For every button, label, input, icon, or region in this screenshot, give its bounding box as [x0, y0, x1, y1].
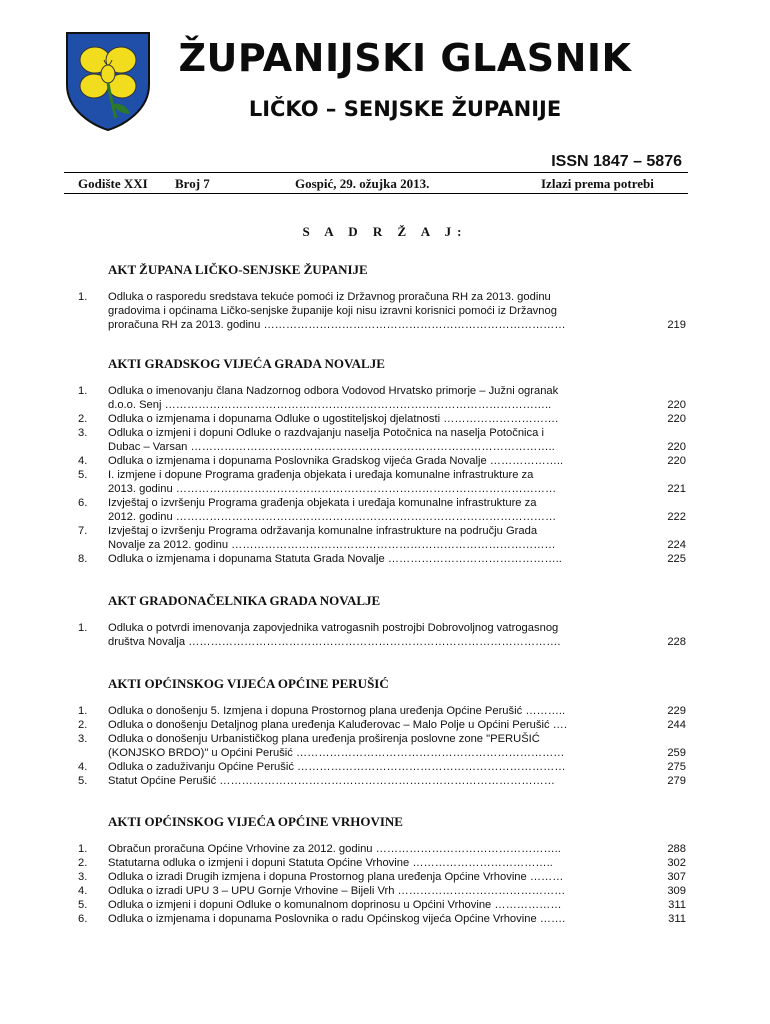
entry-number: 8. [78, 553, 88, 565]
entry-title [108, 468, 643, 496]
entry-page-number: 222 [667, 511, 686, 523]
entry-title [108, 870, 643, 884]
entry-number: 2. [78, 857, 88, 869]
entry-number: 5. [78, 775, 88, 787]
entry-title-line: Odluka o izmjenama i dopunama Poslovnika Gradskog vijeća Grada Novalje ……………….. [108, 455, 564, 467]
entry-number: 3. [78, 427, 88, 439]
entry-page-number: 302 [667, 857, 686, 869]
entry-page-number: 244 [667, 719, 686, 731]
toc-entry [78, 704, 690, 718]
toc-entry [78, 454, 690, 468]
entry-title-line: Izvještaj o izvršenju Programa održavanja komunalne infrastrukture na području Grada [108, 525, 538, 537]
entry-title [108, 412, 643, 426]
entry-page-number: 229 [667, 705, 686, 717]
toc-entry [78, 842, 690, 856]
entry-title-line: Statut Općine Perušić ……………………………………………………………………………… [108, 775, 555, 787]
toc-entry [78, 384, 690, 412]
entry-title-line: I. izmjene i dopune Programa građenja objekata i uređaja komunalne infrastrukture za [108, 469, 534, 481]
toc-entry [78, 760, 690, 774]
entry-title-line: Odluka o imenovanju člana Nadzornog odbora Vodovod Hrvatsko primorje – Južni ogranak [108, 385, 559, 397]
entry-title [108, 704, 643, 718]
entry-number: 1. [78, 705, 88, 717]
entry-number: 6. [78, 913, 88, 925]
entry-page-number: 221 [667, 483, 686, 495]
section-heading: AKTI GRADSKOG VIJEĆA GRADA NOVALJE [108, 356, 385, 371]
entry-page-number: 288 [667, 843, 686, 855]
entry-title-line: Obračun proračuna Općine Vrhovine za 2012. godinu ………………………………………….. [108, 843, 561, 855]
entry-title [108, 898, 643, 912]
entry-title-line: Odluka o donošenju Urbanističkog plana uređenja proširenja poslovne zone "PERUŠIĆ [108, 733, 540, 745]
header-rule-bottom [64, 193, 688, 194]
entry-title [108, 856, 643, 870]
entry-title-line: Odluka o potvrdi imenovanja zapovjednika vatrogasnih postrojbi Dobrovoljnog vatrogasnog [108, 622, 559, 634]
entry-title [108, 621, 643, 649]
entry-title [108, 496, 643, 524]
entry-number: 1. [78, 843, 88, 855]
entry-title-line: 2012. godinu ………………………………………………………………………………………… [108, 511, 557, 523]
entry-number: 4. [78, 761, 88, 773]
section-heading: AKTI OPĆINSKOG VIJEĆA OPĆINE PERUŠIĆ [108, 676, 389, 691]
entry-number: 5. [78, 469, 88, 481]
toc-entry [78, 621, 690, 649]
entry-title [108, 912, 643, 926]
section-heading: AKT GRADONAČELNIKA GRADA NOVALJE [108, 593, 381, 608]
frequency-note: Izlazi prema potrebi [541, 176, 654, 191]
toc-entry [78, 426, 690, 454]
place-date: Gospić, 29. ožujka 2013. [295, 176, 430, 191]
toc-entry [78, 524, 690, 552]
issn-number: ISSN 1847 – 5876 [551, 153, 682, 170]
toc-entry [78, 870, 690, 884]
entry-title [108, 552, 643, 566]
toc-entry [78, 884, 690, 898]
entry-title [108, 884, 643, 898]
entry-title [108, 426, 643, 454]
entry-number: 4. [78, 885, 88, 897]
entry-page-number: 279 [667, 775, 686, 787]
entry-number: 3. [78, 871, 88, 883]
entry-page-number: 228 [667, 636, 686, 648]
toc-entry [78, 718, 690, 732]
entry-title-line: Dubac – Varsan …………………………………………………………………………………….. [108, 441, 555, 453]
entry-title [108, 718, 643, 732]
entry-title-line: Odluka o rasporedu sredstava tekuće pomoći iz Državnog proračuna RH za 2013. godinu [108, 291, 551, 303]
entry-page-number: 220 [667, 441, 686, 453]
entry-title-line: Odluka o donošenju Detaljnog plana uređenja Kaluđerovac – Malo Polje u Općini Perušić …. [108, 719, 567, 731]
entry-title [108, 842, 643, 856]
entry-title-line: Novalje za 2012. godinu …………………………………………………………………………… [108, 539, 556, 551]
entry-page-number: 311 [668, 899, 686, 911]
toc-entry [78, 552, 690, 566]
entry-title-line: Odluka o izmjeni i dopuni Odluke o razdvajanju naselja Potočnica na naselja Potočnica i [108, 427, 544, 439]
section-heading: AKT ŽUPANA LIČKO-SENJSKE ŽUPANIJE [108, 262, 368, 277]
entry-title-line: proračuna RH za 2013. godinu ……………………………………………………………………… [108, 319, 566, 331]
entry-title-line: Odluka o donošenju 5. Izmjena i dopuna Prostornog plana uređenja Općine Perušić ……….. [108, 705, 566, 717]
entry-number: 6. [78, 497, 88, 509]
entry-page-number: 309 [667, 885, 686, 897]
entry-number: 2. [78, 413, 88, 425]
entry-title-line: Statutarna odluka o izmjeni i dopuni Statuta Općine Vrhovine ……………………………….. [108, 857, 553, 869]
issue-label: Broj 7 [175, 176, 210, 191]
entry-number: 3. [78, 733, 88, 745]
county-crest-logo [64, 30, 152, 132]
toc-entry [78, 290, 690, 332]
entry-number: 1. [78, 622, 88, 634]
entry-title [108, 760, 643, 774]
publication-subtitle: LIČKO – SENJSKE ŽUPANIJE [248, 97, 562, 121]
entry-title [108, 524, 643, 552]
toc-entry [78, 856, 690, 870]
entry-title-line: gradovima i općinama Ličko-senjske županije koji nisu izravni korisnici pomoći iz Državnog [108, 305, 557, 317]
header-rule-top [64, 172, 688, 173]
toc-entry [78, 774, 690, 788]
toc-entry [78, 468, 690, 496]
entry-title [108, 732, 643, 760]
entry-title-line: (KONJSKO BRDO)" u Općini Perušić ……………………………………………………………… [108, 747, 565, 759]
entry-number: 1. [78, 291, 88, 303]
entry-page-number: 225 [667, 553, 686, 565]
entry-title-line: Odluka o zaduživanju Općine Perušić ……………………………………………………………… [108, 761, 566, 773]
entry-title [108, 290, 643, 332]
entry-title-line: Izvještaj o izvršenju Programa građenja objekata i uređaja komunalne infrastrukture za [108, 497, 537, 509]
toc-entry [78, 412, 690, 426]
toc-title: S A D R Ž A J: [302, 224, 468, 239]
toc-entry [78, 898, 690, 912]
entry-number: 5. [78, 899, 88, 911]
entry-page-number: 220 [667, 455, 686, 467]
entry-title [108, 774, 643, 788]
publication-title: ŽUPANIJSKI GLASNIK [178, 36, 632, 80]
entry-title-line: Odluka o izmjenama i dopunama Statuta Grada Novalje ……………………………………….. [108, 553, 562, 565]
entry-title-line: 2013. godinu ………………………………………………………………………………………… [108, 483, 557, 495]
entry-page-number: 307 [667, 871, 686, 883]
entry-page-number: 219 [667, 319, 686, 331]
entry-page-number: 224 [667, 539, 686, 551]
toc-entry [78, 912, 690, 926]
entry-page-number: 220 [667, 399, 686, 411]
entry-page-number: 220 [667, 413, 686, 425]
entry-title-line: Odluka o izmjenama i dopunama Poslovnika o radu Općinskog vijeća Općine Vrhovine ……. [108, 913, 566, 925]
entry-page-number: 259 [667, 747, 686, 759]
entry-number: 7. [78, 525, 88, 537]
entry-number: 2. [78, 719, 88, 731]
entry-title-line: Odluka o izmjenama i dopunama Odluke o ugostiteljskoj djelatnosti …………………………. [108, 413, 559, 425]
entry-number: 1. [78, 385, 88, 397]
entry-page-number: 275 [667, 761, 686, 773]
entry-title-line: društva Novalja ………………………………………………………………………………………. [108, 636, 561, 648]
entry-title [108, 454, 643, 468]
entry-title-line: Odluka o izradi UPU 3 – UPU Gornje Vrhovine – Bijeli Vrh ……………………………………… [108, 885, 566, 897]
toc-entry [78, 496, 690, 524]
entry-number: 4. [78, 455, 88, 467]
entry-title-line: Odluka o izradi Drugih izmjena i dopuna Prostornog plana uređenja Općine Vrhovine ……… [108, 871, 564, 883]
section-heading: AKTI OPĆINSKOG VIJEĆA OPĆINE VRHOVINE [108, 814, 403, 829]
entry-title-line: d.o.o. Senj ………………………………………………………………………………………….. [108, 399, 552, 411]
entry-title [108, 384, 643, 412]
entry-page-number: 311 [668, 913, 686, 925]
toc-entry [78, 732, 690, 760]
year-label: Godište XXI [78, 176, 148, 191]
entry-title-line: Odluka o izmjeni i dopuni Odluke o komunalnom doprinosu u Općini Vrhovine ……………… [108, 899, 562, 911]
